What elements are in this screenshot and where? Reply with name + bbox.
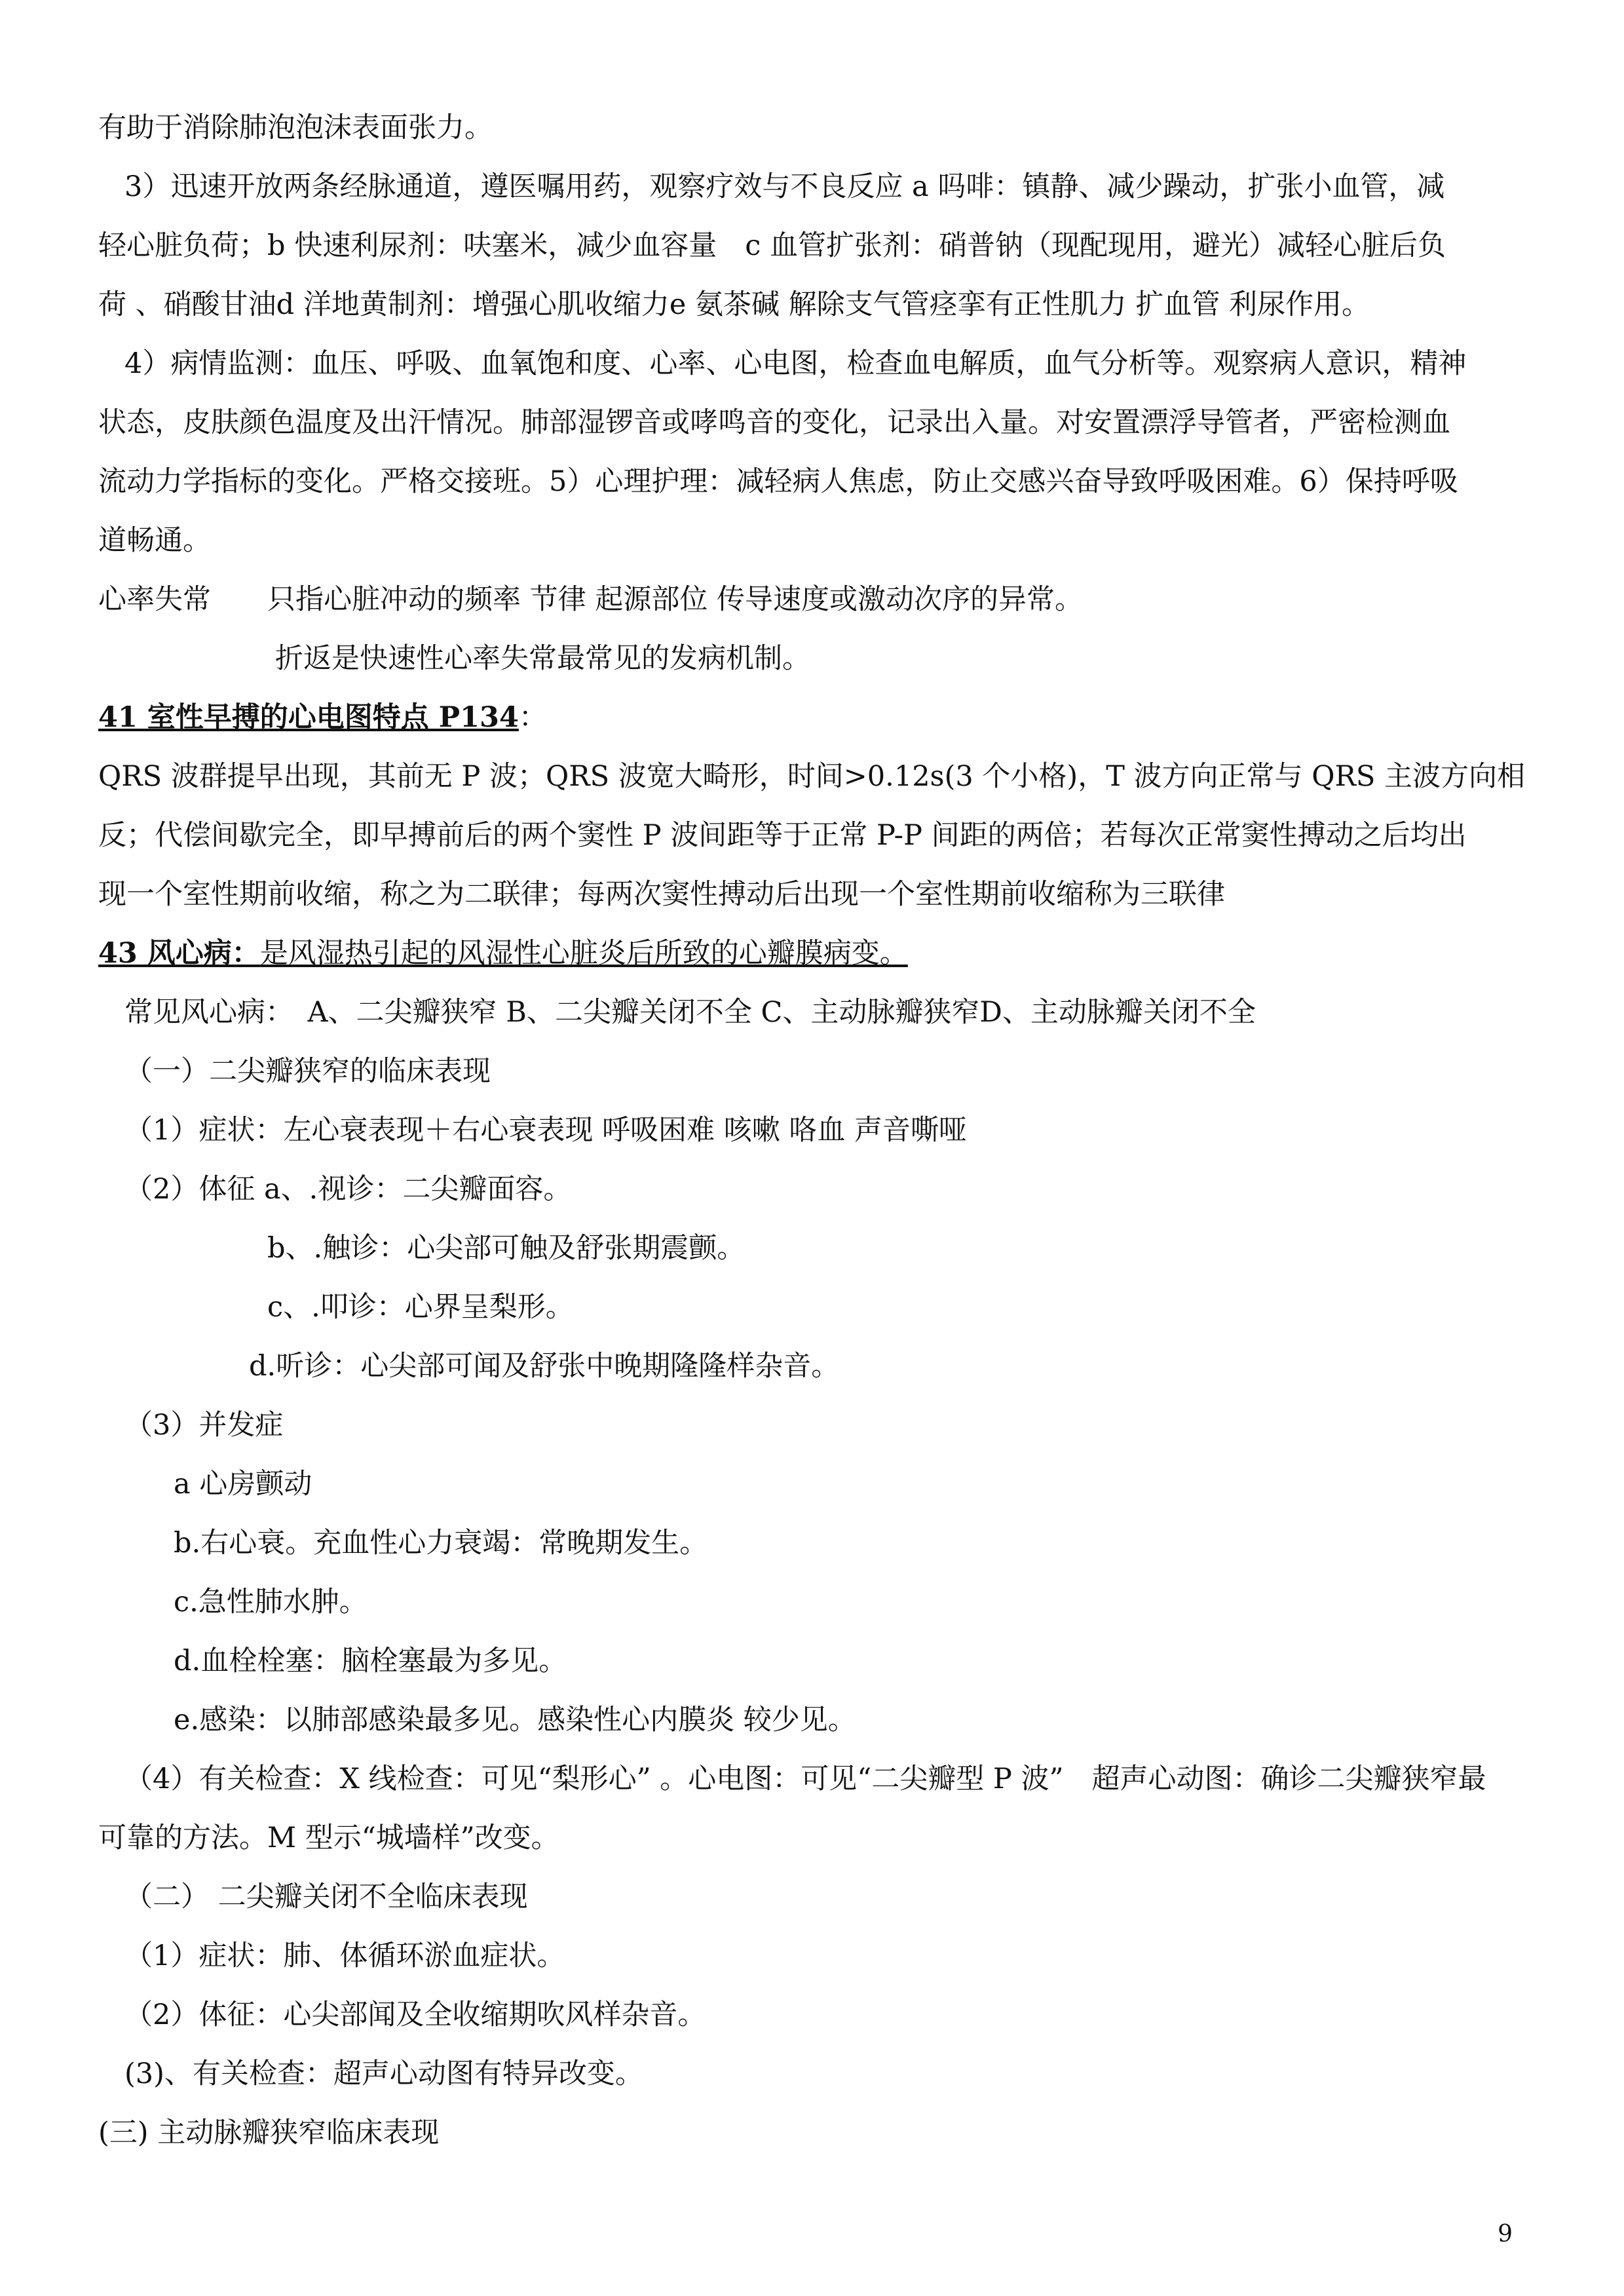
text-line: c.急性肺水肿。 [174,1586,368,1618]
text-line: （一）二尖瓣狭窄的临床表现 [124,1055,491,1088]
text-line: 心率失常 只指心脏冲动的频率 节律 起源部位 传导速度或激动次序的异常。 [98,583,1084,616]
heading-definition: 是风湿热引起的风湿性心脏炎后所致的心瓣膜病变。 [259,937,908,970]
text-line: （2）体征 a、.视诊：二尖瓣面容。 [124,1173,572,1206]
text-line: 常见风心病： A、二尖瓣狭窄 B、二尖瓣关闭不全 C、主动脉瓣狭窄D、主动脉瓣关闭不全 [124,996,1256,1029]
text-line: 折返是快速性心率失常最常见的发病机制。 [275,642,810,675]
section-heading-41 [98,688,1533,747]
document-page [98,98,1533,2162]
text-line: 4）病情监测：血压、呼吸、血氧饱和度、心率、心电图，检查血电解质，血气分析等。观察病人意识，精神 [124,347,1467,380]
text-line: 轻心脏负荷；b 快速利尿剂：呋塞米，减少血容量 c 血管扩张剂：硝普钠（现配现用，避光）减轻心脏后负 [98,229,1446,262]
text-line: 流动力学指标的变化。严格交接班。5）心理护理：减轻病人焦虑，防止交感兴奋导致呼吸困难。6）保持呼吸 [98,465,1458,498]
text-line: QRS 波群提早出现，其前无 P 波；QRS 波宽大畸形，时间>0.12s(3 个小格)，T 波方向正常与 QRS 主波方向相 [98,760,1525,793]
text-line: （二） 二尖瓣关闭不全临床表现 [124,1881,528,1913]
text-line: （2）体征：心尖部闻及全收缩期吹风样杂音。 [124,1999,706,2031]
section-heading-43 [98,924,1533,983]
text-line: 反；代偿间歇完全，即早搏前后的两个窦性 P 波间距等于正常 P-P 间距的两倍；若每次正常窦性搏动之后均出 [98,819,1467,852]
text-line: 状态，皮肤颜色温度及出汗情况。肺部湿锣音或哮鸣音的变化，记录出入量。对安置漂浮导管者，严密检测血 [98,406,1450,439]
text-line: b.右心衰。充血性心力衰竭：常晚期发生。 [174,1527,708,1559]
text-line: （4）有关检查：X 线检查：可见“梨形心” 。心电图：可见“二尖瓣型 P 波” 超声心动图：确诊二尖瓣狭窄最 [124,1763,1486,1795]
text-line: b、.触诊：心尖部可触及舒张期震颤。 [267,1232,746,1265]
text-line: 有助于消除肺泡泡沫表面张力。 [98,111,493,144]
text-line: d.血栓栓塞：脑栓塞最为多见。 [174,1645,567,1677]
text-line: 3）迅速开放两条经脉通道，遵医嘱用药，观察疗效与不良反应 a 吗啡：镇静、减少躁动，扩张小血管，减 [124,170,1445,203]
page-number: 9 [1498,2221,1513,2248]
text-line: （3）并发症 [124,1409,284,1442]
heading-text: 41 室性早搏的心电图特点 P134 [98,701,519,734]
text-line: 荷 、硝酸甘油d 洋地黄制剂：增强心肌收缩力e 氨茶碱 解除支气管痉挛有正性肌力 扩血管 利尿作用。 [98,288,1370,321]
text-line: (三) 主动脉瓣狭窄临床表现 [98,2116,440,2149]
heading-colon: ： [518,701,547,734]
text-line: （1）症状：左心衰表现＋右心衰表现 呼吸困难 咳嗽 咯血 声音嘶哑 [124,1114,968,1147]
text-line: d.听诊：心尖部可闻及舒张中晚期隆隆样杂音。 [249,1350,840,1383]
text-line: （1）症状：肺、体循环淤血症状。 [124,1940,565,1972]
text-line: (3)、有关检查：超声心动图有特异改变。 [124,2057,643,2090]
text-line: 现一个室性期前收缩，称之为二联律；每两次窦性搏动后出现一个室性期前收缩称为三联律 [98,878,1225,911]
text-line: 可靠的方法。M 型示“城墙样”改变。 [98,1822,559,1854]
text-line: a 心房颤动 [174,1468,312,1501]
text-line: e.感染：以肺部感染最多见。感染性心内膜炎 较少见。 [174,1704,856,1736]
heading-text: 43 风心病： [98,937,260,970]
text-line: 道畅通。 [98,524,211,557]
text-line: c、.叩诊：心界呈梨形。 [267,1291,574,1324]
